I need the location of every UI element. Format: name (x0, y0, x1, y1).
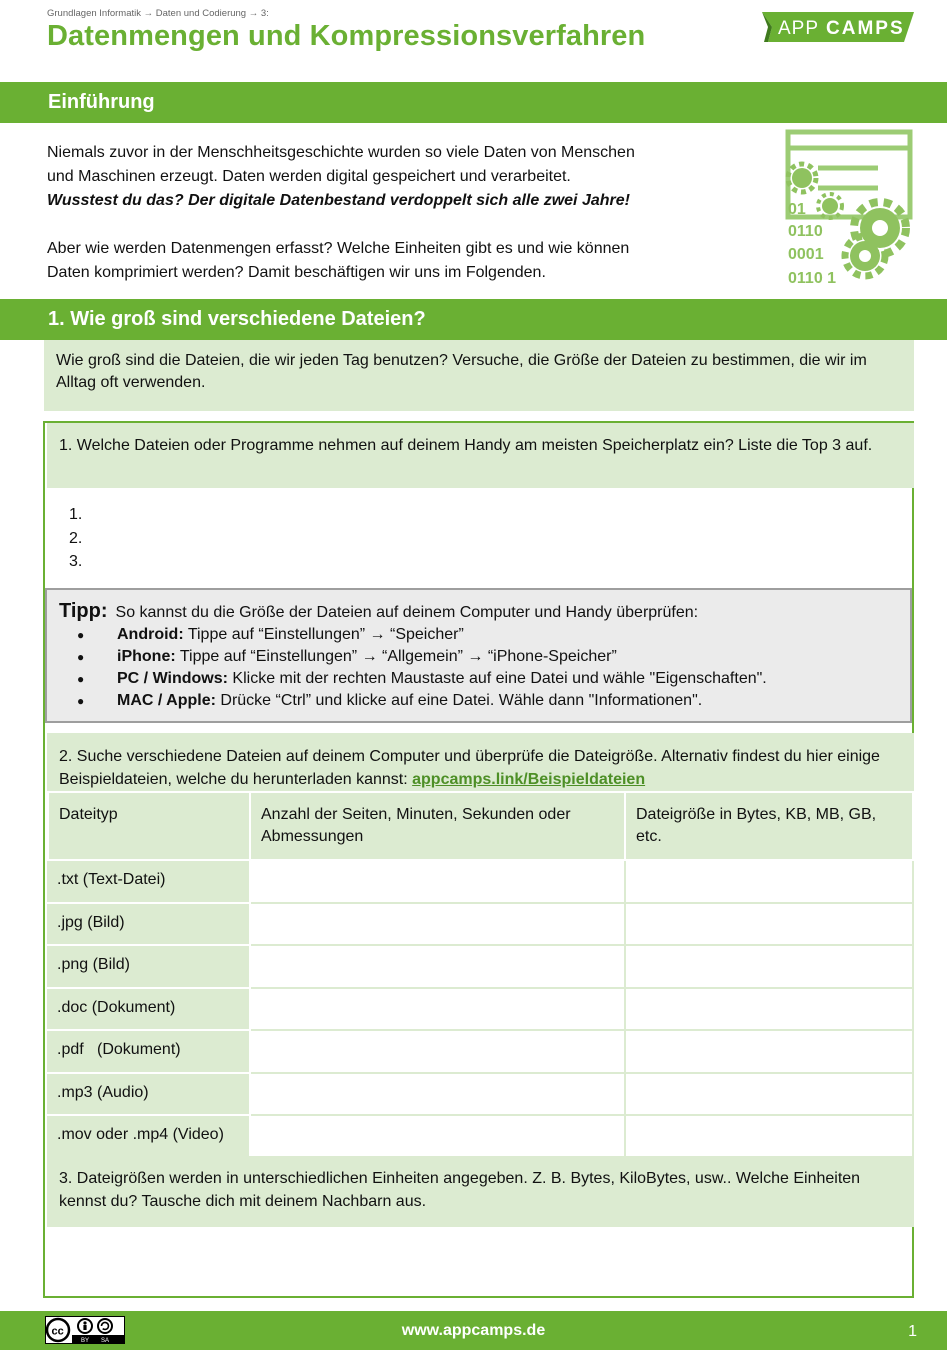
tip-box (45, 588, 912, 723)
file-type-cell: .doc (Dokument) (48, 988, 250, 1031)
table-row (48, 903, 913, 946)
question-2 (47, 733, 914, 791)
question-3: 3. Dateigrößen werden in unterschiedlichen Einheiten angegeben. Z. B. Bytes, KiloBytes, usw.. Welche Einheiten kennst du? Tausche dich mit deinem Nachbarn aus. (47, 1156, 914, 1227)
question-2-text: 2. Suche verschiedene Dateien auf deinem Computer und überprüfe die Dateigröße. Alternativ findest du hier einige Beispieldateien, welche du herunterladen kannst: (59, 748, 880, 788)
section-1-heading: 1. Wie groß sind verschiedene Dateien? (0, 299, 947, 340)
file-size-table (47, 791, 914, 1159)
breadcrumb: Grundlagen Informatik → Daten und Codierung → 3: (47, 8, 269, 19)
file-type-cell: .pdf (Dokument) (48, 1030, 250, 1073)
tip-intro: So kannst du die Größe der Dateien auf deinem Computer und Handy überprüfen: (115, 604, 699, 621)
amount-cell[interactable] (250, 1115, 625, 1158)
logo-text-camps: CAMPS (826, 18, 905, 39)
answer-3[interactable]: 3. (69, 553, 83, 570)
intro-emphasis: Wusstest du das? Der digitale Datenbestand verdoppelt sich alle zwei Jahre! (47, 192, 630, 209)
table-row (48, 945, 913, 988)
logo-text-app: APP (778, 18, 820, 39)
answer-2[interactable]: 2. (69, 529, 83, 547)
tip-label: Tipp: (59, 600, 108, 622)
amount-cell[interactable] (250, 1073, 625, 1116)
intro-line-2: und Maschinen erzeugt. Daten werden digital gespeichert und verarbeitet. (47, 168, 571, 185)
amount-cell[interactable] (250, 1030, 625, 1073)
size-cell[interactable] (625, 1030, 913, 1073)
size-cell[interactable] (625, 988, 913, 1031)
size-cell[interactable] (625, 860, 913, 903)
binary-3: 0001 (788, 246, 824, 263)
tip-item-android: ● Android: Tippe auf “Einstellungen” → “Speicher” (59, 624, 898, 646)
size-cell[interactable] (625, 945, 913, 988)
table-row (48, 988, 913, 1031)
file-type-cell: .jpg (Bild) (48, 903, 250, 946)
binary-4: 0110 1 (788, 270, 837, 287)
page-number: 1 (908, 1323, 917, 1340)
size-cell[interactable] (625, 1115, 913, 1158)
intro-line-4: Daten komprimiert werden? Damit beschäftigen wir uns im Folgenden. (47, 264, 546, 281)
data-gears-illustration (780, 128, 920, 293)
footer (0, 1311, 947, 1350)
intro-line-3: Aber wie werden Datenmengen erfasst? Welche Einheiten gibt es und wie können (47, 240, 630, 257)
tip-item-mac: ● MAC / Apple: Drücke “Ctrl” und klicke auf eine Datei. Wähle dann "Informationen". (59, 690, 898, 712)
column-header-amount: Anzahl der Seiten, Minuten, Sekunden oder Abmessungen (250, 792, 625, 860)
page-title: Datenmengen und Kompressionsverfahren (47, 20, 646, 52)
table-row (48, 1030, 913, 1073)
intro-line-1: Niemals zuvor in der Menschheitsgeschichte wurden so viele Daten von Menschen (47, 144, 635, 161)
amount-cell[interactable] (250, 945, 625, 988)
table-row (48, 860, 913, 903)
question-1: 1. Welche Dateien oder Programme nehmen auf deinem Handy am meisten Speicherplatz ein? Liste die Top 3 auf. (47, 423, 914, 488)
amount-cell[interactable] (250, 988, 625, 1031)
tip-item-iphone: ● iPhone: Tippe auf “Einstellungen” → “Allgemein” → “iPhone-Speicher” (59, 646, 898, 668)
intro-heading: Einführung (0, 82, 947, 123)
task-description: Wie groß sind die Dateien, die wir jeden Tag benutzen? Versuche, die Größe der Dateien zu bestimmen, die wir im Alltag oft verwenden. (44, 340, 914, 411)
license-sa: SA (101, 1338, 110, 1344)
answer-list (69, 503, 82, 574)
worksheet-frame (43, 421, 914, 1298)
tip-list (59, 624, 898, 712)
example-files-link[interactable]: appcamps.link/Beispieldateien (412, 771, 646, 788)
appcamps-logo (762, 12, 914, 42)
size-cell[interactable] (625, 1073, 913, 1116)
license-by: BY (81, 1338, 90, 1344)
binary-1: 01 (788, 201, 806, 218)
column-header-type: Dateityp (48, 792, 250, 860)
amount-cell[interactable] (250, 903, 625, 946)
file-type-cell: .mov oder .mp4 (Video) (48, 1115, 250, 1158)
file-type-cell: .png (Bild) (48, 945, 250, 988)
file-type-cell: .txt (Text-Datei) (48, 860, 250, 903)
file-type-cell: .mp3 (Audio) (48, 1073, 250, 1116)
svg-text:cc: cc (51, 1325, 64, 1338)
answer-1[interactable]: 1. (69, 506, 83, 523)
table-row (48, 1073, 913, 1116)
amount-cell[interactable] (250, 860, 625, 903)
footer-url[interactable]: www.appcamps.de (401, 1322, 546, 1339)
intro-text (47, 141, 747, 285)
binary-2: 0110 (788, 223, 823, 240)
size-cell[interactable] (625, 903, 913, 946)
tip-item-windows: ● PC / Windows: Klicke mit der rechten Maustaste auf eine Datei und wähle "Eigenschaften". (59, 668, 898, 690)
table-row (48, 1115, 913, 1158)
column-header-size: Dateigröße in Bytes, KB, MB, GB, etc. (625, 792, 913, 860)
